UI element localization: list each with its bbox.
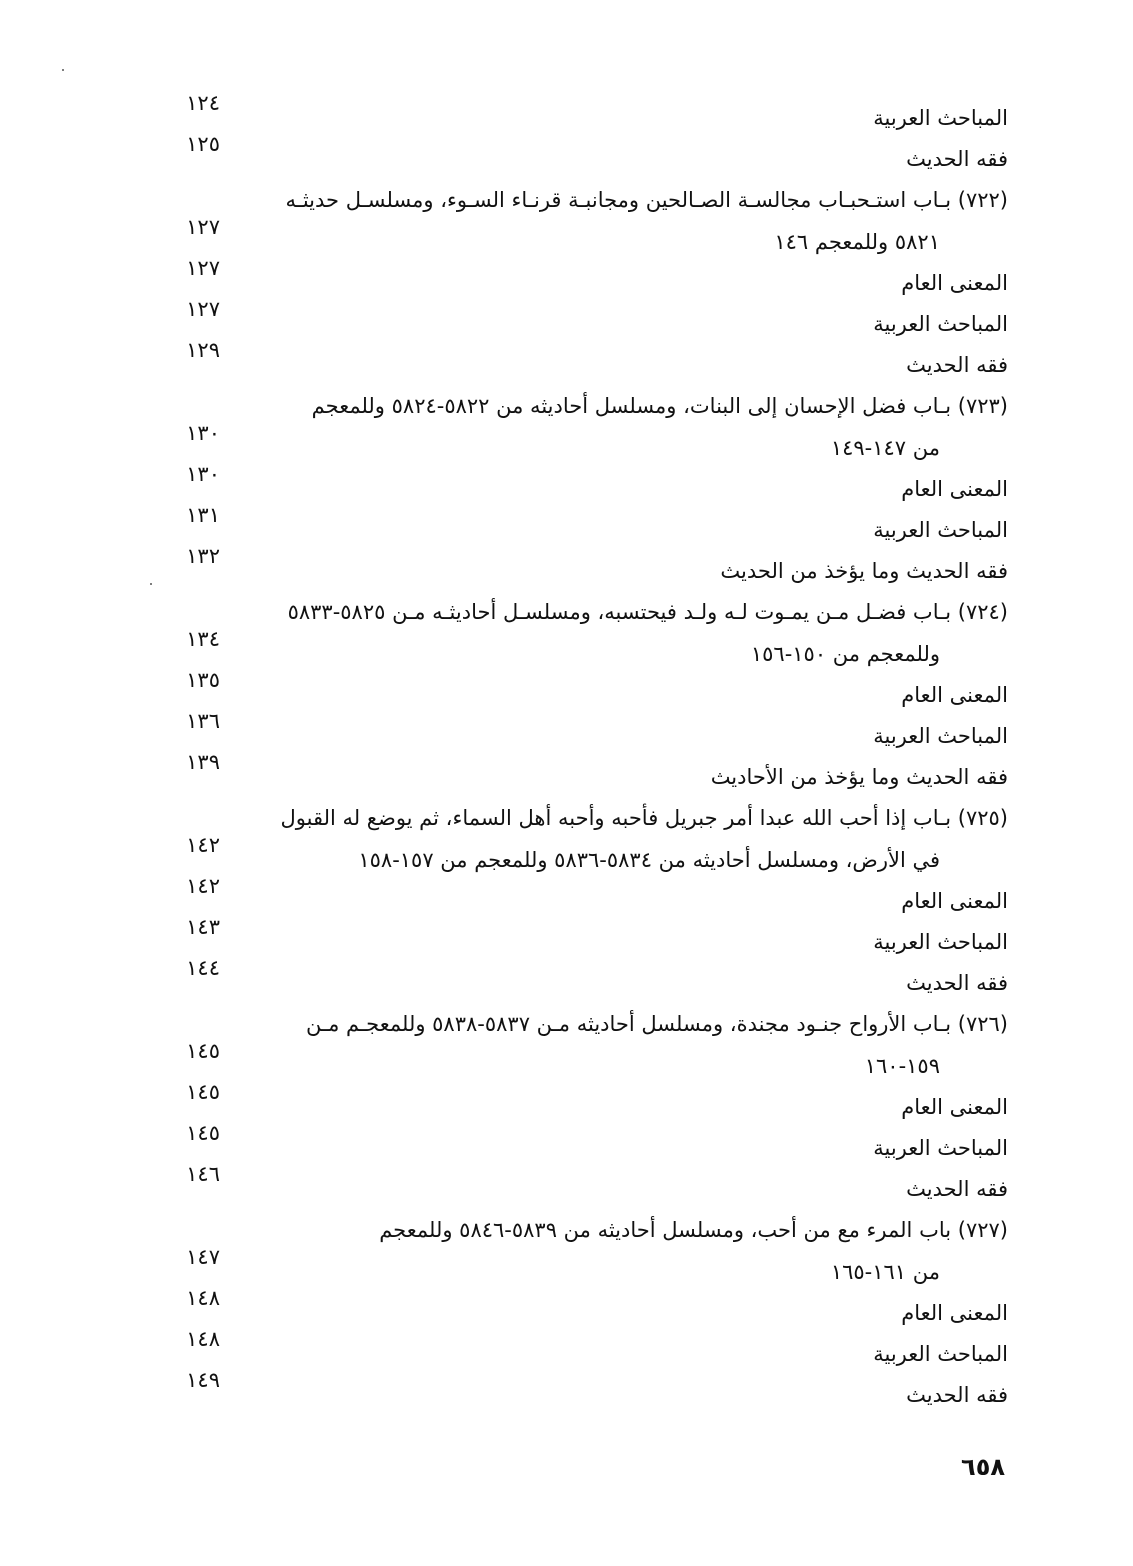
section-title: المباحث العربية xyxy=(873,724,1008,748)
page-ref: ١٣٠ xyxy=(186,461,220,486)
chapter-title: (٧٢٢) بـاب استـحبـاب مجالسـة الصـالحين ومجانبـة قرنـاء السـوء، ومسلسـل حديثـه xyxy=(285,188,1008,213)
toc-entry-row xyxy=(0,1162,1133,1210)
toc-entry-row xyxy=(0,750,1133,798)
page-ref: ١٤٤ xyxy=(186,956,220,981)
section-title: فقه الحديث xyxy=(906,1177,1008,1202)
chapter-title-continuation: من ١٦١-١٦٥ xyxy=(830,1259,940,1284)
toc-entry-row xyxy=(0,1368,1133,1416)
page-number: ٦٥٨ xyxy=(961,1453,1005,1481)
chapter-title-continuation: ١٥٩-١٦٠ xyxy=(864,1053,940,1078)
section-title: فقه الحديث وما يؤخذ من الحديث xyxy=(720,559,1008,584)
section-title: المباحث العربية xyxy=(873,1136,1008,1160)
page-ref: ١٤٢ xyxy=(186,832,220,857)
page-ref: ١٤٢ xyxy=(186,873,220,898)
toc-entry-row xyxy=(0,132,1133,180)
section-title: المباحث العربية xyxy=(873,1342,1008,1366)
section-title: المعنى العام xyxy=(901,476,1008,501)
toc-entry-row xyxy=(0,544,1133,592)
section-title: المعنى العام xyxy=(901,1300,1008,1325)
page-ref: ١٤٥ xyxy=(186,1079,220,1104)
chapter-title-continuation: وللمعجم من ١٥٠-١٥٦ xyxy=(750,641,940,666)
section-title: فقه الحديث xyxy=(906,1383,1008,1408)
chapter-title: (٧٢٤) بـاب فضـل مـن يمـوت لـه ولـد فيحتسبه، ومسلسـل أحاديثـه مـن ٥٨٢٥-٥٨٣٣ xyxy=(287,600,1008,625)
scan-speck xyxy=(150,583,152,585)
chapter-title-continuation: من ١٤٧-١٤٩ xyxy=(830,435,940,460)
section-title: المباحث العربية xyxy=(873,930,1008,954)
section-title: فقه الحديث وما يؤخذ من الأحاديث xyxy=(710,765,1008,790)
page-ref: ١٤٧ xyxy=(186,1244,220,1269)
page-ref: ١٢٧ xyxy=(186,214,220,239)
page-ref: ١٤٨ xyxy=(186,1327,220,1351)
chapter-title: (٧٢٧) باب المرء مع من أحب، ومسلسل أحاديثه من ٥٨٣٩-٥٨٤٦ وللمعجم xyxy=(379,1218,1008,1243)
page-ref: ١٣١ xyxy=(186,503,220,527)
page-ref: ١٣٩ xyxy=(186,750,220,775)
page-ref: ١٢٧ xyxy=(186,255,220,280)
page-ref: ١٣٦ xyxy=(186,709,220,733)
section-title: المباحث العربية xyxy=(873,312,1008,336)
section-title: المعنى العام xyxy=(901,270,1008,295)
chapter-title-continuation: ٥٨٢١ وللمعجم ١٤٦ xyxy=(774,229,940,254)
page-ref: ١٢٩ xyxy=(186,338,220,363)
chapter-title: (٧٢٥) بـاب إذا أحب الله عبدا أمر جبريل فأحبه وأحبه أهل السماء، ثم يوضع له القبول xyxy=(280,806,1008,831)
page-ref: ١٣٠ xyxy=(186,420,220,445)
page-ref: ١٤٥ xyxy=(186,1038,220,1063)
section-title: المباحث العربية xyxy=(873,106,1008,130)
toc-entry-row xyxy=(0,956,1133,1004)
page-ref: ١٢٥ xyxy=(186,132,220,157)
page-ref: ١٤٦ xyxy=(186,1162,220,1187)
page-ref: ١٣٤ xyxy=(186,626,220,651)
section-title: المعنى العام xyxy=(901,888,1008,913)
section-title: فقه الحديث xyxy=(906,147,1008,172)
page-ref: ١٢٤ xyxy=(186,91,220,115)
page-ref: ١٣٥ xyxy=(186,667,220,692)
page-ref: ١٤٨ xyxy=(186,1285,220,1310)
section-title: المعنى العام xyxy=(901,682,1008,707)
section-title: المعنى العام xyxy=(901,1094,1008,1119)
section-title: المباحث العربية xyxy=(873,518,1008,542)
chapter-title-continuation: في الأرض، ومسلسل أحاديثه من ٥٨٣٤-٥٨٣٦ وللمعجم من ١٥٧-١٥٨ xyxy=(358,847,940,872)
page-ref: ١٤٩ xyxy=(186,1368,220,1393)
scan-speck xyxy=(62,69,64,71)
section-title: فقه الحديث xyxy=(906,353,1008,378)
chapter-title: (٧٢٦) بـاب الأرواح جنـود مجندة، ومسلسل أحاديثه مـن ٥٨٣٧-٥٨٣٨ وللمعجـم مـن xyxy=(305,1012,1008,1037)
section-title: فقه الحديث xyxy=(906,971,1008,996)
page-ref: ١٤٥ xyxy=(186,1121,220,1145)
page-ref: ١٣٢ xyxy=(186,544,220,569)
page-ref: ١٤٣ xyxy=(186,915,220,939)
toc-entry-row xyxy=(0,338,1133,386)
page-ref: ١٢٧ xyxy=(186,297,220,321)
chapter-title: (٧٢٣) بـاب فضل الإحسان إلى البنات، ومسلسل أحاديثه من ٥٨٢٢-٥٨٢٤ وللمعجم xyxy=(311,394,1008,419)
